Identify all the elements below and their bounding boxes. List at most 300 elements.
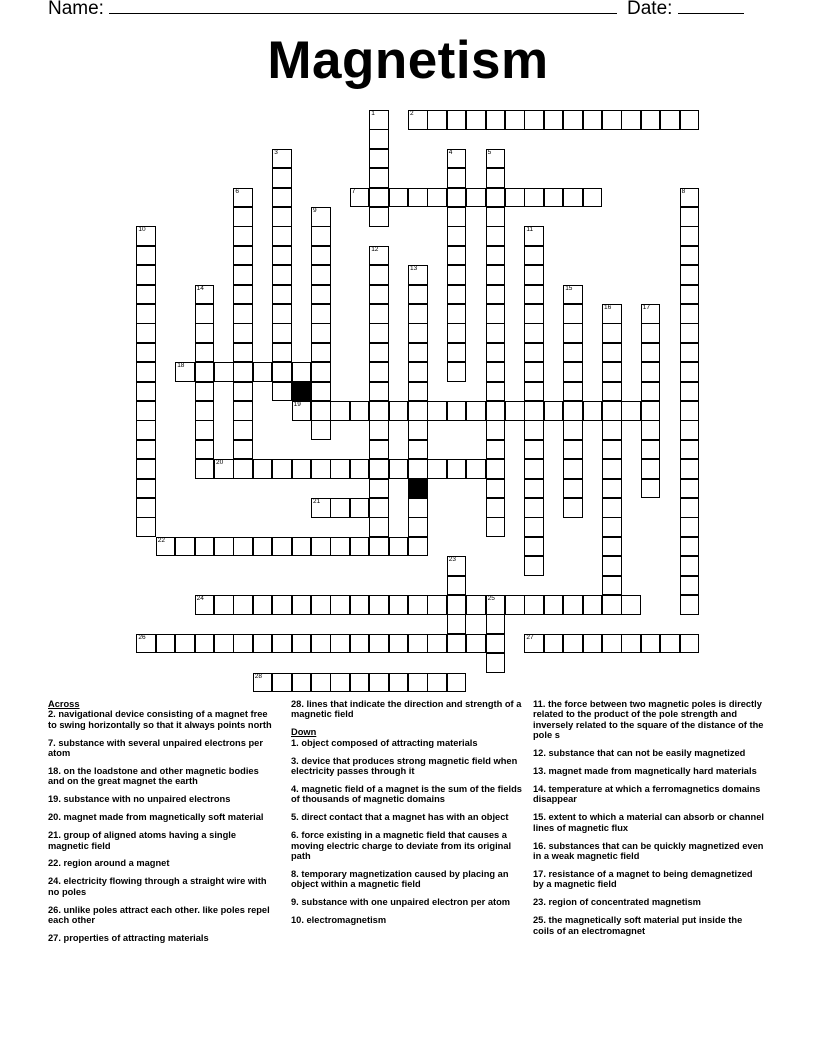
grid-cell[interactable] — [524, 382, 544, 402]
grid-cell[interactable] — [602, 382, 622, 402]
grid-cell[interactable] — [680, 207, 700, 227]
grid-cell[interactable] — [330, 459, 350, 479]
grid-cell[interactable] — [563, 343, 583, 363]
grid-cell[interactable] — [486, 517, 506, 537]
grid-cell[interactable] — [136, 323, 156, 343]
grid-cell[interactable] — [486, 653, 506, 673]
grid-cell[interactable] — [486, 479, 506, 499]
grid-cell[interactable] — [175, 537, 195, 557]
grid-cell[interactable] — [311, 673, 331, 693]
grid-cell[interactable] — [408, 517, 428, 537]
grid-cell[interactable] — [272, 634, 292, 654]
grid-cell[interactable] — [292, 362, 312, 382]
grid-cell[interactable] — [447, 265, 467, 285]
grid-cell[interactable] — [641, 323, 661, 343]
grid-cell[interactable] — [311, 323, 331, 343]
grid-cell[interactable] — [680, 459, 700, 479]
grid-cell[interactable] — [524, 265, 544, 285]
grid-cell[interactable] — [408, 323, 428, 343]
grid-cell[interactable] — [408, 110, 428, 130]
grid-cell[interactable] — [272, 323, 292, 343]
grid-cell[interactable] — [447, 149, 467, 169]
grid-cell[interactable] — [408, 382, 428, 402]
grid-cell[interactable] — [486, 498, 506, 518]
grid-cell[interactable] — [447, 595, 467, 615]
grid-cell[interactable] — [311, 420, 331, 440]
grid-cell[interactable] — [583, 595, 603, 615]
grid-cell[interactable] — [680, 498, 700, 518]
grid-cell[interactable] — [369, 420, 389, 440]
grid-cell[interactable] — [311, 362, 331, 382]
grid-cell[interactable] — [524, 226, 544, 246]
grid-cell[interactable] — [311, 304, 331, 324]
grid-cell[interactable] — [524, 634, 544, 654]
grid-cell[interactable] — [233, 246, 253, 266]
grid-cell[interactable] — [311, 401, 331, 421]
grid-cell[interactable] — [641, 304, 661, 324]
grid-cell[interactable] — [447, 614, 467, 634]
grid-cell[interactable] — [602, 595, 622, 615]
grid-cell[interactable] — [524, 110, 544, 130]
grid-cell[interactable] — [680, 576, 700, 596]
grid-cell[interactable] — [369, 498, 389, 518]
grid-cell[interactable] — [272, 285, 292, 305]
grid-cell[interactable] — [195, 285, 215, 305]
grid-cell[interactable] — [641, 420, 661, 440]
grid-cell[interactable] — [524, 188, 544, 208]
grid-cell[interactable] — [680, 188, 700, 208]
grid-cell[interactable] — [369, 207, 389, 227]
grid-cell[interactable] — [272, 382, 292, 402]
grid-cell[interactable] — [272, 343, 292, 363]
grid-cell[interactable] — [602, 420, 622, 440]
grid-cell[interactable] — [369, 343, 389, 363]
grid-cell[interactable] — [369, 362, 389, 382]
grid-cell[interactable] — [602, 634, 622, 654]
grid-cell[interactable] — [680, 323, 700, 343]
grid-cell[interactable] — [602, 517, 622, 537]
grid-cell[interactable] — [505, 110, 525, 130]
grid-cell[interactable] — [660, 110, 680, 130]
grid-cell[interactable] — [447, 634, 467, 654]
grid-cell[interactable] — [680, 285, 700, 305]
grid-cell[interactable] — [602, 556, 622, 576]
grid-cell[interactable] — [195, 304, 215, 324]
grid-cell[interactable] — [486, 304, 506, 324]
grid-cell[interactable] — [486, 595, 506, 615]
grid-cell[interactable] — [641, 440, 661, 460]
grid-cell[interactable] — [156, 537, 176, 557]
grid-cell[interactable] — [389, 634, 409, 654]
grid-cell[interactable] — [311, 246, 331, 266]
grid-cell[interactable] — [486, 110, 506, 130]
grid-cell[interactable] — [233, 362, 253, 382]
grid-cell[interactable] — [408, 343, 428, 363]
grid-cell[interactable] — [427, 188, 447, 208]
grid-cell[interactable] — [680, 634, 700, 654]
grid-cell[interactable] — [641, 343, 661, 363]
grid-cell[interactable] — [544, 595, 564, 615]
grid-cell[interactable] — [524, 459, 544, 479]
grid-cell[interactable] — [641, 479, 661, 499]
grid-cell[interactable] — [680, 382, 700, 402]
grid-cell[interactable] — [641, 382, 661, 402]
grid-cell[interactable] — [350, 459, 370, 479]
grid-cell[interactable] — [136, 285, 156, 305]
grid-cell[interactable] — [563, 420, 583, 440]
grid-cell[interactable] — [602, 323, 622, 343]
grid-cell[interactable] — [641, 110, 661, 130]
grid-cell[interactable] — [524, 401, 544, 421]
grid-cell[interactable] — [447, 246, 467, 266]
grid-cell[interactable] — [486, 440, 506, 460]
grid-cell[interactable] — [195, 440, 215, 460]
grid-cell[interactable] — [680, 226, 700, 246]
grid-cell[interactable] — [136, 498, 156, 518]
grid-cell[interactable] — [369, 188, 389, 208]
grid-cell[interactable] — [136, 401, 156, 421]
grid-cell[interactable] — [389, 188, 409, 208]
grid-cell[interactable] — [253, 634, 273, 654]
grid-cell[interactable] — [350, 401, 370, 421]
grid-cell[interactable] — [233, 226, 253, 246]
grid-cell[interactable] — [563, 440, 583, 460]
grid-cell[interactable] — [680, 479, 700, 499]
grid-cell[interactable] — [680, 362, 700, 382]
grid-cell[interactable] — [680, 343, 700, 363]
grid-cell[interactable] — [369, 246, 389, 266]
grid-cell[interactable] — [136, 479, 156, 499]
grid-cell[interactable] — [621, 401, 641, 421]
grid-cell[interactable] — [486, 285, 506, 305]
grid-cell[interactable] — [621, 595, 641, 615]
grid-cell[interactable] — [233, 459, 253, 479]
grid-cell[interactable] — [272, 246, 292, 266]
grid-cell[interactable] — [486, 343, 506, 363]
grid-cell[interactable] — [486, 149, 506, 169]
grid-cell[interactable] — [466, 634, 486, 654]
grid-cell[interactable] — [195, 595, 215, 615]
grid-cell[interactable] — [447, 304, 467, 324]
grid-cell[interactable] — [272, 362, 292, 382]
grid-cell[interactable] — [602, 343, 622, 363]
grid-cell[interactable] — [680, 401, 700, 421]
grid-cell[interactable] — [233, 401, 253, 421]
grid-cell[interactable] — [486, 420, 506, 440]
grid-cell[interactable] — [447, 323, 467, 343]
grid-cell[interactable] — [524, 304, 544, 324]
grid-cell[interactable] — [486, 246, 506, 266]
grid-cell[interactable] — [369, 673, 389, 693]
grid-cell[interactable] — [311, 285, 331, 305]
grid-cell[interactable] — [641, 401, 661, 421]
grid-cell[interactable] — [272, 459, 292, 479]
grid-cell[interactable] — [563, 498, 583, 518]
grid-cell[interactable] — [195, 323, 215, 343]
grid-cell[interactable] — [408, 188, 428, 208]
grid-cell[interactable] — [369, 595, 389, 615]
grid-cell[interactable] — [524, 479, 544, 499]
grid-cell[interactable] — [447, 188, 467, 208]
grid-cell[interactable] — [350, 634, 370, 654]
grid-cell[interactable] — [195, 634, 215, 654]
grid-cell[interactable] — [408, 459, 428, 479]
grid-cell[interactable] — [602, 362, 622, 382]
grid-cell[interactable] — [369, 459, 389, 479]
grid-cell[interactable] — [330, 673, 350, 693]
grid-cell[interactable] — [292, 634, 312, 654]
grid-cell[interactable] — [486, 168, 506, 188]
grid-cell[interactable] — [233, 537, 253, 557]
grid-cell[interactable] — [680, 265, 700, 285]
grid-cell[interactable] — [447, 362, 467, 382]
grid-cell[interactable] — [524, 537, 544, 557]
grid-cell[interactable] — [136, 362, 156, 382]
grid-cell[interactable] — [350, 498, 370, 518]
grid-cell[interactable] — [272, 226, 292, 246]
grid-cell[interactable] — [447, 556, 467, 576]
grid-cell[interactable] — [272, 595, 292, 615]
grid-cell[interactable] — [602, 304, 622, 324]
grid-cell[interactable] — [524, 362, 544, 382]
grid-cell[interactable] — [680, 420, 700, 440]
grid-cell[interactable] — [369, 149, 389, 169]
grid-cell[interactable] — [544, 188, 564, 208]
grid-cell[interactable] — [195, 362, 215, 382]
grid-cell[interactable] — [175, 634, 195, 654]
grid-cell[interactable] — [369, 129, 389, 149]
grid-cell[interactable] — [602, 459, 622, 479]
grid-cell[interactable] — [369, 517, 389, 537]
grid-cell[interactable] — [544, 634, 564, 654]
grid-cell[interactable] — [389, 401, 409, 421]
grid-cell[interactable] — [641, 634, 661, 654]
grid-cell[interactable] — [311, 382, 331, 402]
grid-cell[interactable] — [369, 634, 389, 654]
grid-cell[interactable] — [369, 537, 389, 557]
grid-cell[interactable] — [389, 459, 409, 479]
grid-cell[interactable] — [272, 537, 292, 557]
grid-cell[interactable] — [486, 634, 506, 654]
grid-cell[interactable] — [369, 110, 389, 130]
grid-cell[interactable] — [602, 479, 622, 499]
grid-cell[interactable] — [233, 440, 253, 460]
grid-cell[interactable] — [524, 440, 544, 460]
grid-cell[interactable] — [660, 634, 680, 654]
grid-cell[interactable] — [408, 440, 428, 460]
grid-cell[interactable] — [369, 168, 389, 188]
grid-cell[interactable] — [602, 440, 622, 460]
grid-cell[interactable] — [466, 188, 486, 208]
grid-cell[interactable] — [408, 673, 428, 693]
grid-cell[interactable] — [447, 285, 467, 305]
grid-cell[interactable] — [233, 323, 253, 343]
grid-cell[interactable] — [602, 110, 622, 130]
grid-cell[interactable] — [447, 226, 467, 246]
grid-cell[interactable] — [233, 304, 253, 324]
grid-cell[interactable] — [583, 634, 603, 654]
grid-cell[interactable] — [311, 595, 331, 615]
grid-cell[interactable] — [408, 362, 428, 382]
grid-cell[interactable] — [311, 537, 331, 557]
grid-cell[interactable] — [486, 188, 506, 208]
grid-cell[interactable] — [524, 595, 544, 615]
grid-cell[interactable] — [136, 634, 156, 654]
grid-cell[interactable] — [195, 343, 215, 363]
grid-cell[interactable] — [563, 401, 583, 421]
grid-cell[interactable] — [233, 188, 253, 208]
grid-cell[interactable] — [311, 343, 331, 363]
grid-cell[interactable] — [136, 226, 156, 246]
grid-cell[interactable] — [563, 595, 583, 615]
grid-cell[interactable] — [408, 420, 428, 440]
grid-cell[interactable] — [369, 440, 389, 460]
grid-cell[interactable] — [544, 401, 564, 421]
grid-cell[interactable] — [427, 401, 447, 421]
grid-cell[interactable] — [350, 537, 370, 557]
grid-cell[interactable] — [350, 673, 370, 693]
grid-cell[interactable] — [233, 634, 253, 654]
grid-cell[interactable] — [524, 343, 544, 363]
grid-cell[interactable] — [680, 595, 700, 615]
grid-cell[interactable] — [621, 634, 641, 654]
grid-cell[interactable] — [563, 323, 583, 343]
grid-cell[interactable] — [486, 226, 506, 246]
grid-cell[interactable] — [292, 595, 312, 615]
grid-cell[interactable] — [680, 556, 700, 576]
grid-cell[interactable] — [505, 188, 525, 208]
grid-cell[interactable] — [272, 168, 292, 188]
grid-cell[interactable] — [214, 537, 234, 557]
grid-cell[interactable] — [311, 207, 331, 227]
grid-cell[interactable] — [408, 285, 428, 305]
grid-cell[interactable] — [253, 459, 273, 479]
grid-cell[interactable] — [680, 517, 700, 537]
grid-cell[interactable] — [524, 285, 544, 305]
grid-cell[interactable] — [427, 595, 447, 615]
grid-cell[interactable] — [466, 459, 486, 479]
grid-cell[interactable] — [369, 304, 389, 324]
grid-cell[interactable] — [233, 595, 253, 615]
grid-cell[interactable] — [253, 537, 273, 557]
grid-cell[interactable] — [680, 246, 700, 266]
grid-cell[interactable] — [233, 285, 253, 305]
grid-cell[interactable] — [447, 673, 467, 693]
grid-cell[interactable] — [563, 479, 583, 499]
grid-cell[interactable] — [272, 304, 292, 324]
grid-cell[interactable] — [195, 420, 215, 440]
grid-cell[interactable] — [233, 343, 253, 363]
grid-cell[interactable] — [427, 459, 447, 479]
grid-cell[interactable] — [311, 265, 331, 285]
grid-cell[interactable] — [408, 634, 428, 654]
grid-cell[interactable] — [292, 537, 312, 557]
grid-cell[interactable] — [486, 323, 506, 343]
grid-cell[interactable] — [272, 673, 292, 693]
grid-cell[interactable] — [408, 265, 428, 285]
grid-cell[interactable] — [136, 420, 156, 440]
grid-cell[interactable] — [408, 537, 428, 557]
grid-cell[interactable] — [136, 440, 156, 460]
grid-cell[interactable] — [486, 207, 506, 227]
grid-cell[interactable] — [292, 401, 312, 421]
grid-cell[interactable] — [330, 634, 350, 654]
grid-cell[interactable] — [389, 595, 409, 615]
grid-cell[interactable] — [602, 401, 622, 421]
grid-cell[interactable] — [175, 362, 195, 382]
grid-cell[interactable] — [447, 343, 467, 363]
grid-cell[interactable] — [195, 537, 215, 557]
grid-cell[interactable] — [136, 304, 156, 324]
grid-cell[interactable] — [486, 401, 506, 421]
grid-cell[interactable] — [486, 459, 506, 479]
grid-cell[interactable] — [369, 479, 389, 499]
grid-cell[interactable] — [447, 168, 467, 188]
grid-cell[interactable] — [136, 246, 156, 266]
grid-cell[interactable] — [563, 634, 583, 654]
grid-cell[interactable] — [680, 537, 700, 557]
grid-cell[interactable] — [602, 576, 622, 596]
grid-cell[interactable] — [136, 517, 156, 537]
grid-cell[interactable] — [447, 459, 467, 479]
grid-cell[interactable] — [408, 595, 428, 615]
grid-cell[interactable] — [136, 265, 156, 285]
grid-cell[interactable] — [330, 401, 350, 421]
grid-cell[interactable] — [680, 440, 700, 460]
grid-cell[interactable] — [447, 401, 467, 421]
grid-cell[interactable] — [466, 401, 486, 421]
grid-cell[interactable] — [330, 498, 350, 518]
grid-cell[interactable] — [214, 362, 234, 382]
grid-cell[interactable] — [427, 673, 447, 693]
grid-cell[interactable] — [486, 382, 506, 402]
grid-cell[interactable] — [369, 285, 389, 305]
grid-cell[interactable] — [563, 188, 583, 208]
grid-cell[interactable] — [253, 362, 273, 382]
grid-cell[interactable] — [524, 323, 544, 343]
grid-cell[interactable] — [408, 498, 428, 518]
grid-cell[interactable] — [311, 634, 331, 654]
grid-cell[interactable] — [583, 188, 603, 208]
grid-cell[interactable] — [330, 537, 350, 557]
grid-cell[interactable] — [641, 362, 661, 382]
grid-cell[interactable] — [311, 459, 331, 479]
grid-cell[interactable] — [563, 459, 583, 479]
grid-cell[interactable] — [621, 110, 641, 130]
grid-cell[interactable] — [427, 634, 447, 654]
grid-cell[interactable] — [369, 265, 389, 285]
grid-cell[interactable] — [563, 382, 583, 402]
grid-cell[interactable] — [272, 149, 292, 169]
grid-cell[interactable] — [311, 226, 331, 246]
grid-cell[interactable] — [253, 673, 273, 693]
grid-cell[interactable] — [466, 595, 486, 615]
grid-cell[interactable] — [156, 634, 176, 654]
grid-cell[interactable] — [680, 304, 700, 324]
grid-cell[interactable] — [292, 673, 312, 693]
grid-cell[interactable] — [195, 459, 215, 479]
grid-cell[interactable] — [505, 401, 525, 421]
grid-cell[interactable] — [214, 634, 234, 654]
grid-cell[interactable] — [136, 382, 156, 402]
grid-cell[interactable] — [292, 459, 312, 479]
grid-cell[interactable] — [563, 304, 583, 324]
grid-cell[interactable] — [563, 362, 583, 382]
grid-cell[interactable] — [272, 207, 292, 227]
grid-cell[interactable] — [544, 110, 564, 130]
grid-cell[interactable] — [272, 265, 292, 285]
grid-cell[interactable] — [253, 595, 273, 615]
